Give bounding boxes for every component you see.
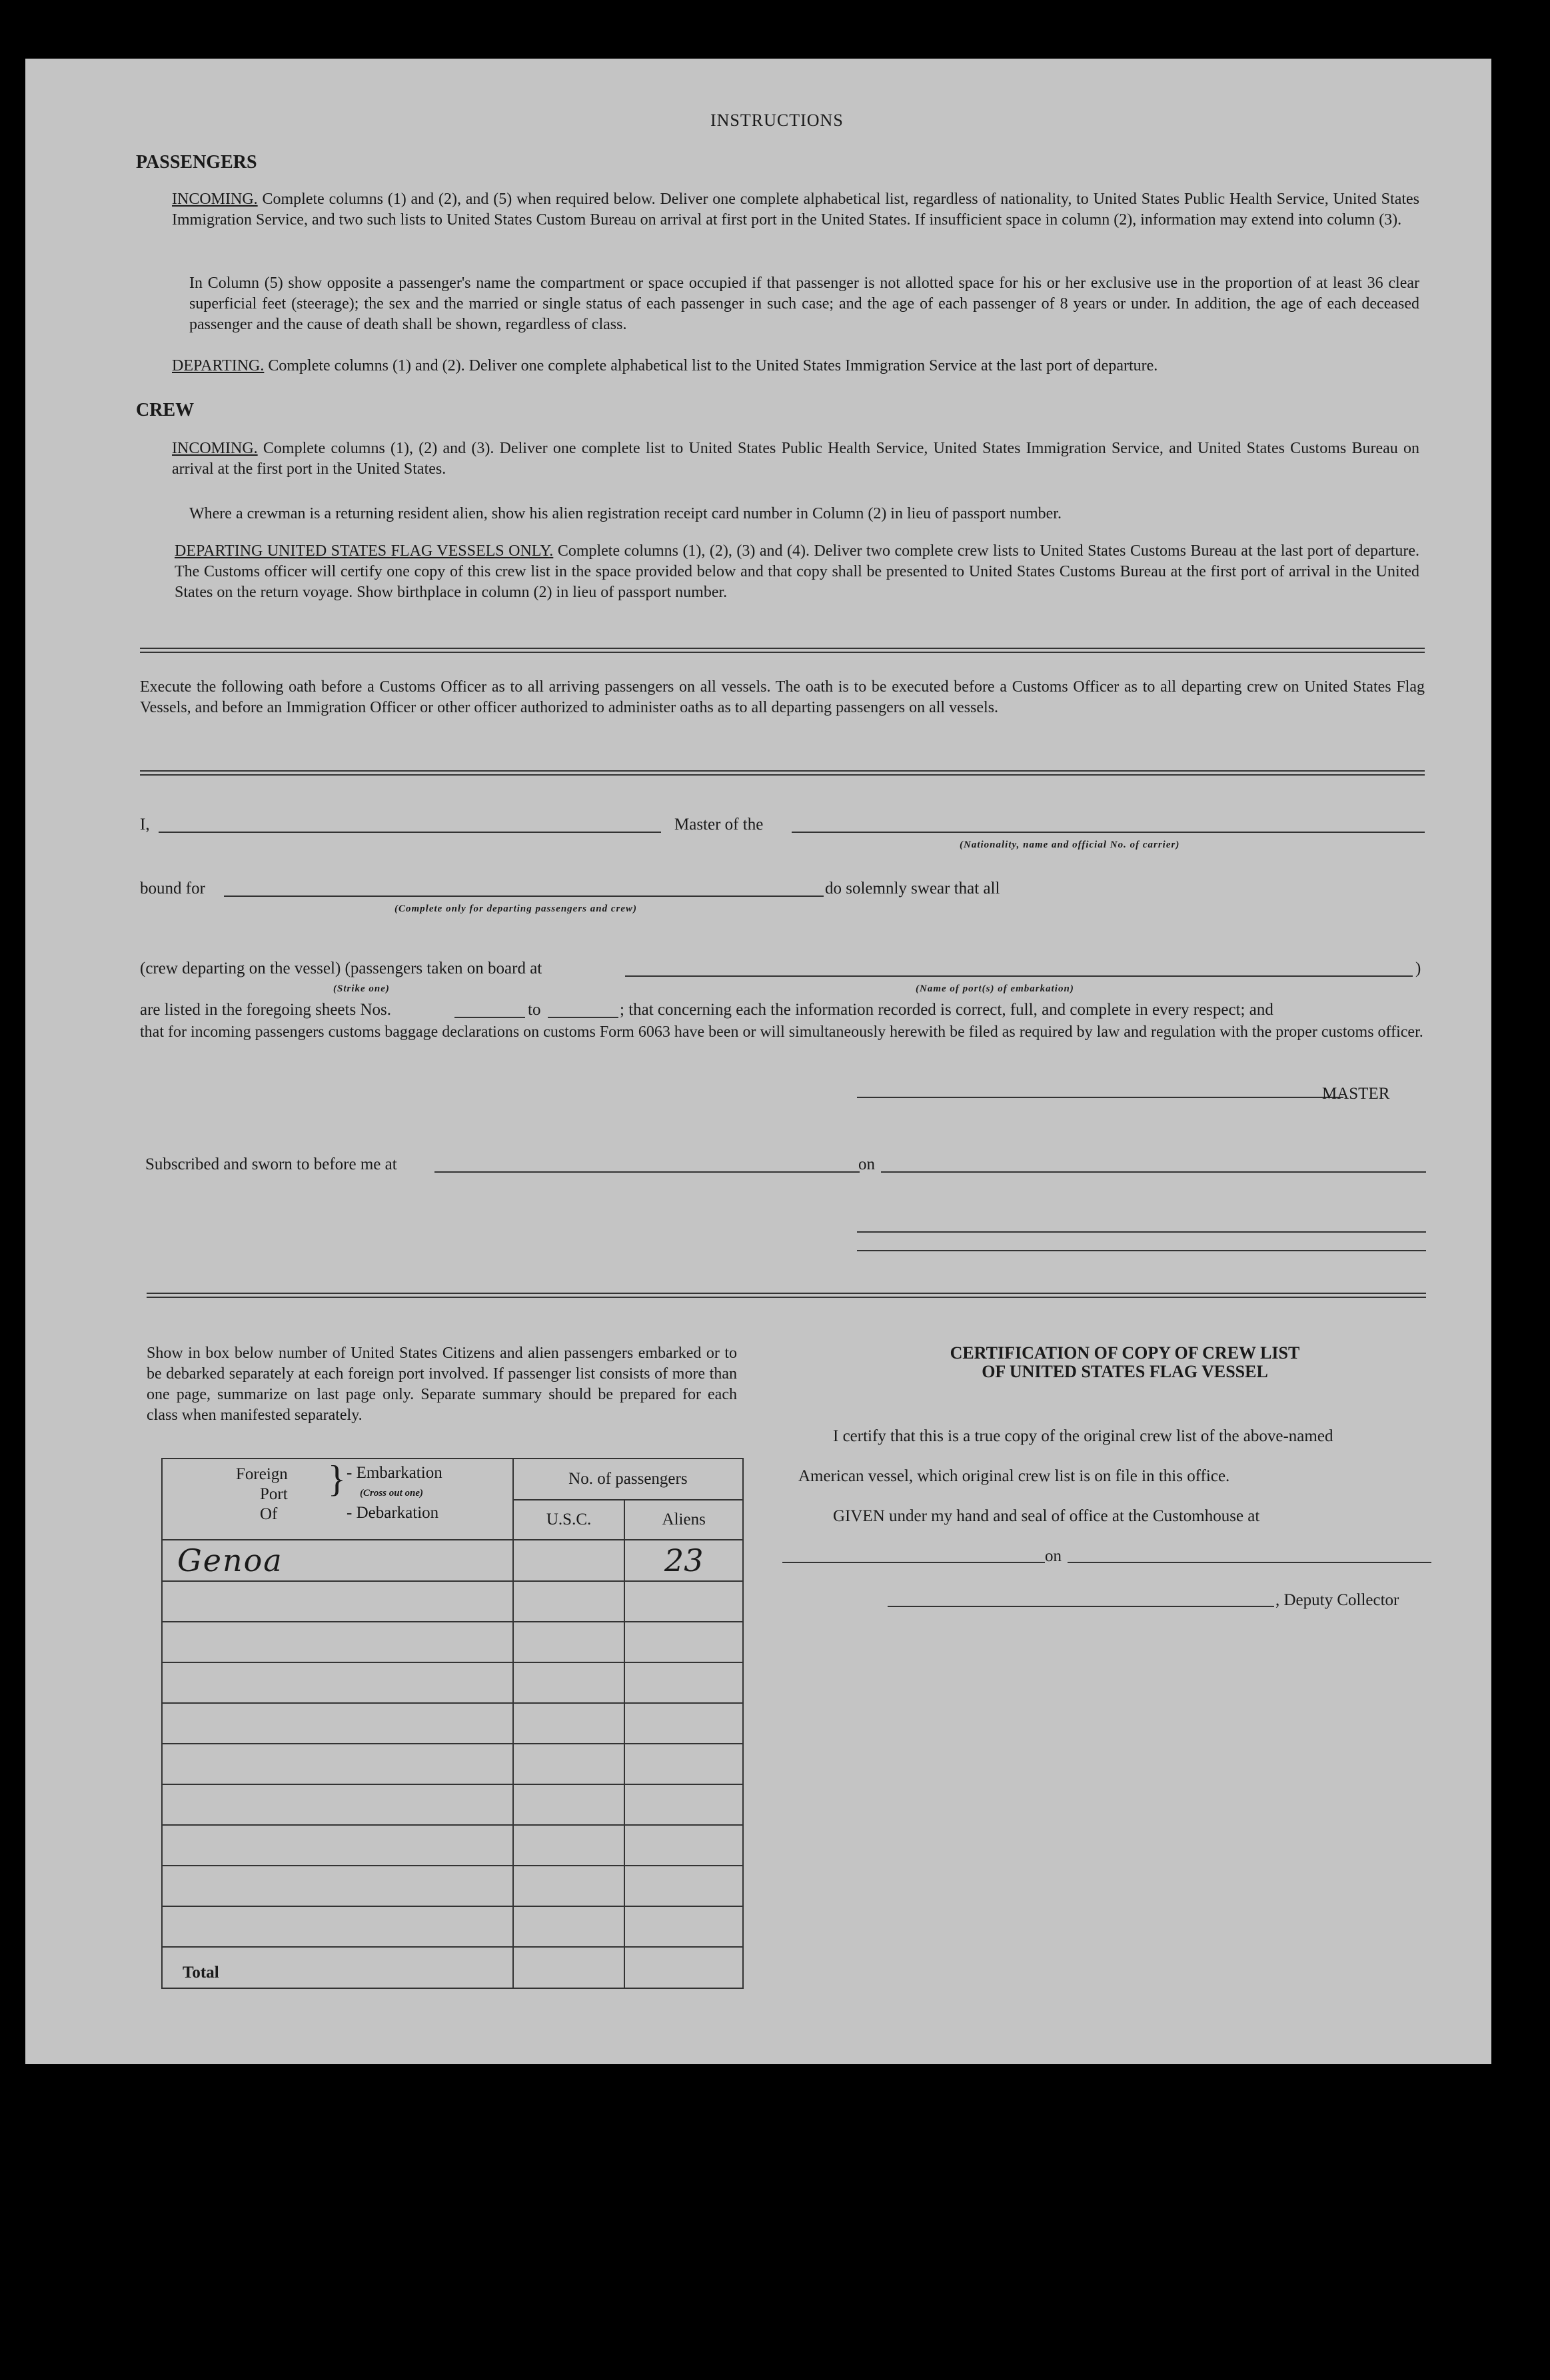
port-cell[interactable] xyxy=(162,1866,513,1906)
passengers-incoming-text: Complete columns (1) and (2), and (5) when required below. Deliver one complete alphabetical list, regardless of nationality, to United States Public Health Service, United States Immigration Service, and two such lists to United States Custom Bureau on arrival at first port in the United States. If insufficient space in column (2), information may extend into column (3). xyxy=(172,191,1419,229)
close-paren: ) xyxy=(1415,959,1421,977)
certify-line2: American vessel, which original crew list is on file in this office. xyxy=(798,1467,1230,1485)
to-label: to xyxy=(528,1001,541,1019)
port-cell[interactable] xyxy=(162,1540,513,1581)
usc-header: U.S.C. xyxy=(513,1500,625,1540)
table-row xyxy=(162,1866,743,1906)
aliens-cell[interactable] xyxy=(624,1540,743,1581)
crew-passenger-choice: (crew departing on the vessel) (passengers taken on board at xyxy=(140,959,542,977)
listed-suffix: ; that concerning each the information recorded is correct, full, and complete in every respect; and xyxy=(620,1001,1273,1019)
aliens-cell[interactable] xyxy=(624,1784,743,1825)
aliens-cell[interactable] xyxy=(624,1744,743,1784)
table-row xyxy=(162,1744,743,1784)
port-header-cell: Foreign Port Of } - Embarkation (Cross out one) - Debarkation xyxy=(162,1459,513,1540)
crew-departing-text: Complete columns (1), (2), (3) and (4). Deliver two complete crew lists to United States Customs Bureau at the last port of departure. The Customs officer will certify one copy of this crew list in the space provided below and that copy shall be presented to United States Customs Bureau at the first port of arrival in the United States on the return voyage. Show birthplace in column (2) in lieu of passport number. xyxy=(175,542,1420,601)
crew-departing-paragraph xyxy=(175,541,1419,603)
passengers-departing-label: DEPARTING. xyxy=(172,357,265,374)
table-row xyxy=(162,1825,743,1866)
table-row xyxy=(162,1581,743,1622)
aliens-total-cell[interactable] xyxy=(624,1947,743,1988)
section-divider xyxy=(140,648,1425,653)
port-label: Port xyxy=(260,1485,288,1503)
port-cell[interactable] xyxy=(162,1906,513,1947)
usc-cell[interactable] xyxy=(513,1662,625,1703)
no-of-passengers-header: No. of passengers xyxy=(513,1459,743,1500)
aliens-cell[interactable] xyxy=(624,1581,743,1622)
crew-departing-label: DEPARTING UNITED STATES FLAG VESSELS ONLY. xyxy=(175,542,554,560)
aliens-cell[interactable] xyxy=(624,1703,743,1744)
subscribed-label: Subscribed and sworn to before me at xyxy=(145,1155,397,1173)
crew-incoming-paragraph xyxy=(172,438,1419,480)
cross-out-hint: (Cross out one) xyxy=(360,1488,424,1498)
aliens-cell[interactable] xyxy=(624,1662,743,1703)
sheets-to-line[interactable] xyxy=(548,1017,618,1018)
customhouse-line[interactable] xyxy=(782,1562,1045,1563)
table-row xyxy=(162,1540,743,1581)
instructions-title: INSTRUCTIONS xyxy=(710,111,844,130)
aliens-cell[interactable] xyxy=(624,1866,743,1906)
master-name-line[interactable] xyxy=(159,832,661,833)
port-cell[interactable] xyxy=(162,1744,513,1784)
usc-cell[interactable] xyxy=(513,1825,625,1866)
passengers-heading: PASSENGERS xyxy=(136,152,257,173)
foreign-label: Foreign xyxy=(236,1465,288,1483)
master-of-label: Master of the xyxy=(674,816,764,834)
of-label: Of xyxy=(260,1505,278,1523)
table-row xyxy=(162,1784,743,1825)
oath-continuation: that for incoming passengers customs baggage declarations on customs Form 6063 have been or will simultaneously herewith be filed as required by law and regulation with the proper customs officer. xyxy=(140,1023,1423,1041)
cert-date-line[interactable] xyxy=(1068,1562,1431,1563)
ports-hint: (Name of port(s) of embarkation) xyxy=(916,983,1074,994)
crew-incoming-text: Complete columns (1), (2) and (3). Deliver one complete list to United States Public Health Service, United States Immigration Service, and United States Customs Bureau on arrival at the first port in the United States. xyxy=(172,440,1420,478)
form-page xyxy=(25,59,1491,2064)
port-cell[interactable] xyxy=(162,1622,513,1662)
officer-signature-line[interactable] xyxy=(857,1231,1426,1233)
usc-total-cell[interactable] xyxy=(513,1947,625,1988)
port-cell[interactable] xyxy=(162,1581,513,1622)
bound-for-line[interactable] xyxy=(224,895,824,897)
oath-divider xyxy=(140,770,1425,776)
table-row xyxy=(162,1622,743,1662)
deputy-signature-line[interactable] xyxy=(888,1606,1274,1607)
sheets-from-line[interactable] xyxy=(454,1017,525,1018)
swear-label: do solemnly swear that all xyxy=(825,880,1000,897)
carrier-hint: (Nationality, name and official No. of carrier) xyxy=(960,840,1180,850)
usc-cell[interactable] xyxy=(513,1744,625,1784)
port-cell[interactable] xyxy=(162,1662,513,1703)
usc-cell[interactable] xyxy=(513,1622,625,1662)
passengers-departing-paragraph xyxy=(172,356,1438,376)
port-cell[interactable] xyxy=(162,1784,513,1825)
deputy-collector-label: , Deputy Collector xyxy=(1275,1591,1399,1609)
table-row xyxy=(162,1906,743,1947)
oath-intro: Execute the following oath before a Customs Officer as to all arriving passengers on all vessels. The oath is to be executed before a Customs Officer as to all departing crew on United States Flag Vessels, and before an Immigration Officer or other officer authorized to administer oaths as to all departing passengers on all vessels. xyxy=(140,678,1425,716)
master-signature-line[interactable] xyxy=(857,1097,1343,1098)
passengers-incoming-paragraph xyxy=(172,189,1419,231)
passengers-column5-text: In Column (5) show opposite a passenger's name the compartment or space occupied if that passenger is not allotted space for his or her exclusive use in the proportion of at least 36 clear superficial feet (steerage); the sex and the married or single status of each passenger in such case; and the age of each passenger of 8 years or under. In addition, the age of each deceased passenger and the cause of death shall be shown, regardless of class. xyxy=(189,275,1419,333)
passengers-incoming-label: INCOMING. xyxy=(172,191,258,208)
crew-incoming-label: INCOMING. xyxy=(172,440,258,457)
certification-title-line1: CERTIFICATION OF COPY OF CREW LIST xyxy=(950,1343,1300,1363)
embarkation-label: - Embarkation xyxy=(347,1464,442,1482)
certification-title-line2: OF UNITED STATES FLAG VESSEL xyxy=(982,1362,1268,1381)
certify-line1: I certify that this is a true copy of the original crew list of the above-named xyxy=(833,1427,1333,1445)
oath-i-label: I, xyxy=(140,816,150,834)
usc-cell[interactable] xyxy=(513,1784,625,1825)
given-text: GIVEN under my hand and seal of office at the Customhouse at xyxy=(833,1507,1260,1525)
aliens-cell[interactable] xyxy=(624,1825,743,1866)
usc-cell[interactable] xyxy=(513,1906,625,1947)
debarkation-label: - Debarkation xyxy=(347,1504,439,1522)
cert-on-label: on xyxy=(1045,1547,1062,1565)
port-cell[interactable] xyxy=(162,1825,513,1866)
total-row xyxy=(162,1947,743,1988)
crew-resident-text: Where a crewman is a returning resident alien, show his alien registration receipt card number in Column (2) in lieu of passport number. xyxy=(189,505,1062,522)
bound-for-hint: (Complete only for departing passengers and crew) xyxy=(394,903,637,914)
bound-for-label: bound for xyxy=(140,880,205,897)
lower-divider xyxy=(147,1293,1426,1298)
total-label: Total xyxy=(162,1947,513,1988)
embarkation-ports-line[interactable] xyxy=(625,975,1413,977)
passenger-summary-table xyxy=(161,1458,744,1989)
usc-cell[interactable] xyxy=(513,1581,625,1622)
handwritten-aliens-count: 23 xyxy=(664,1542,704,1578)
officer-title-line[interactable] xyxy=(857,1250,1426,1251)
handwritten-port: Genoa xyxy=(177,1542,283,1578)
strike-hint: (Strike one) xyxy=(333,983,390,994)
listed-prefix: are listed in the foregoing sheets Nos. xyxy=(140,1001,391,1019)
summary-instructions: Show in box below number of United States Citizens and alien passengers embarked or to be debarked separately at each foreign port involved. If passenger list consists of more than one page, summarize on last page only. Separate summary should be prepared for each class when manifested separately. xyxy=(147,1345,737,1424)
usc-cell[interactable] xyxy=(513,1866,625,1906)
table-row xyxy=(162,1703,743,1744)
table-row xyxy=(162,1662,743,1703)
sworn-date-line[interactable] xyxy=(881,1171,1426,1173)
usc-cell[interactable] xyxy=(513,1540,625,1581)
sworn-place-line[interactable] xyxy=(434,1171,860,1173)
passengers-departing-text: Complete columns (1) and (2). Deliver one complete alphabetical list to the United States Immigration Service at the last port of departure. xyxy=(268,357,1158,374)
port-cell[interactable] xyxy=(162,1703,513,1744)
aliens-cell[interactable] xyxy=(624,1906,743,1947)
crew-heading: CREW xyxy=(136,400,195,420)
master-label: MASTER xyxy=(1322,1085,1390,1103)
aliens-cell[interactable] xyxy=(624,1622,743,1662)
usc-cell[interactable] xyxy=(513,1703,625,1744)
carrier-line[interactable] xyxy=(792,832,1425,833)
aliens-header: Aliens xyxy=(624,1500,743,1540)
sworn-on-label: on xyxy=(858,1155,875,1173)
